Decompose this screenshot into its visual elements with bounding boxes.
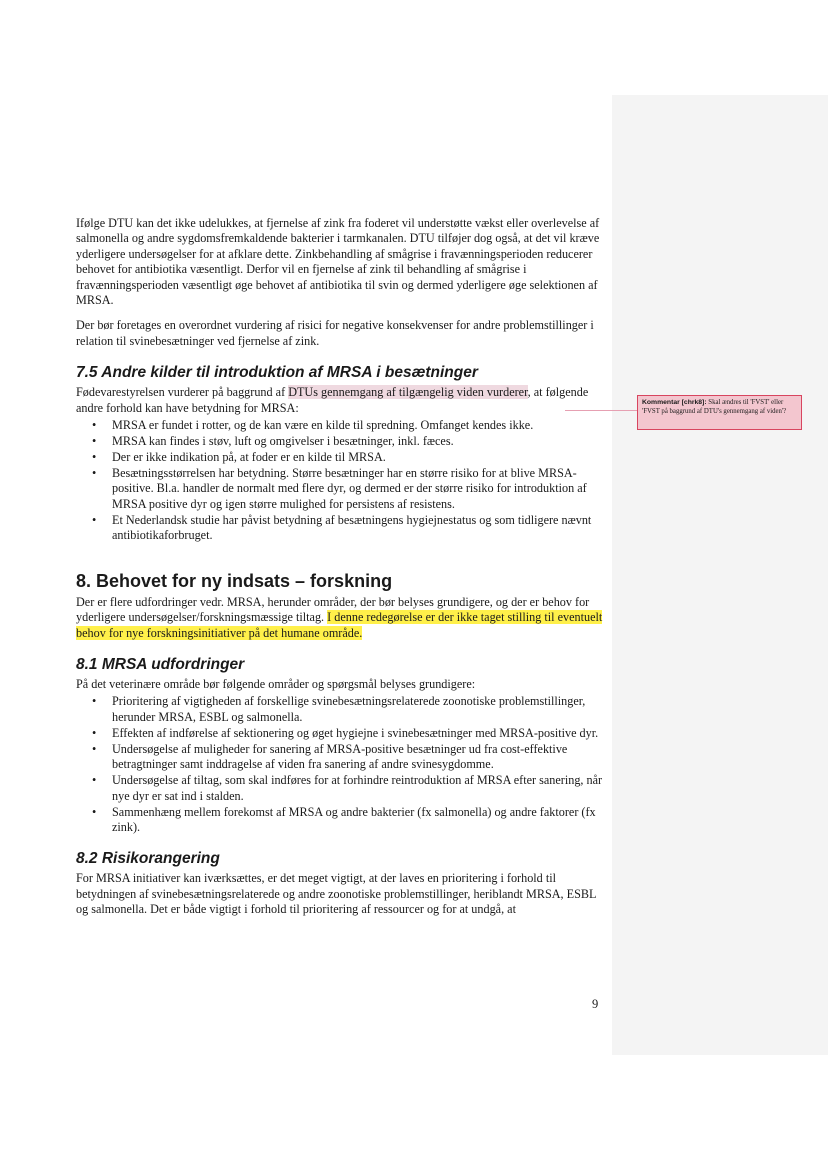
paragraph-8 <box>76 595 606 641</box>
comment-margin-pane <box>612 95 828 1055</box>
section-8-text: Der er flere udfordringer vedr. MRSA, herunder områder, der bør belyses grundigere, og der er behov for yderligere undersøgelser/forskningsmæssige tiltag. <box>76 594 590 625</box>
commented-text-highlight[interactable]: DTUs gennemgang af tilgængelig viden vurderer <box>288 385 528 400</box>
list-7-5 <box>76 418 606 544</box>
yellow-highlight-text: I denne redegørelse er der ikke taget stilling til eventuelt behov for nye forskningsinitiativer på det humane område. <box>76 610 603 640</box>
list-item: • MRSA er fundet i rotter, og de kan være en kilde til spredning. Omfanget kendes ikke. <box>112 418 606 433</box>
intro-text-before: Fødevarestyrelsen vurderer på baggrund af <box>76 385 289 400</box>
paragraph-8-1-intro: På det veterinære område bør følgende områder og spørgsmål belyses grundigere: <box>76 676 476 691</box>
list-item: • Der er ikke indikation på, at foder er en kilde til MRSA. <box>112 450 606 465</box>
list-item: • Besætningsstørrelsen har betydning. Større besætninger har en større risiko for at blive MRSA-positive. Bl.a. handler de normalt med flere dyr, og dermed er der større risiko for introduktion af MRSA positive dyr og igen større mulighed for persistens af resistens. <box>112 466 606 512</box>
list-item: • Sammenhæng mellem forekomst af MRSA og andre bakterier (fx salmonella) og andre faktorer (fx zink). <box>112 805 606 836</box>
page-number: 9 <box>592 997 599 1011</box>
heading-8-2: 8.2 Risikorangering <box>76 850 220 868</box>
list-item: • Undersøgelse af muligheder for sanering af MRSA-positive besætninger ud fra cost-effektive betragtninger samt inddragelse af viden fra sanering af andre svinesygdomme. <box>112 742 606 773</box>
heading-8-1: 8.1 MRSA udfordringer <box>76 655 245 673</box>
comment-balloon[interactable] <box>637 395 802 430</box>
list-item: • Et Nederlandsk studie har påvist betydning af besætningens hygiejnestatus og som tidligere nævnt antibiotikaforbruget. <box>112 513 606 544</box>
list-8-1 <box>76 694 606 835</box>
heading-8: 8. Behovet for ny indsats – forskning <box>76 570 393 591</box>
comment-connector-line <box>565 410 637 411</box>
paragraph-zink-1: Ifølge DTU kan det ikke udelukkes, at fjernelse af zink fra foderet vil understøtte vækst eller overlevelse af salmonella og andre sygdomsfremkaldende bakterier i tarmkanalen. DTU tilføjer dog også, at det vil kræve yderligere undersøgelser for at afklare dette. Zinkbehandling af smågrise i fravænningsperioden reducerer behovet for antibiotika væsentligt. Derfor vil en fjernelse af zink til behandling af smågrise i fravænningsperioden væsentligt øge behovet af antibiotika til svin og dermed yderligere øge selektionen af MRSA. <box>76 216 600 308</box>
comment-text: Skal ændres til 'FVST' eller 'FVST på baggrund af DTU's gennemgang af viden'? <box>642 399 787 415</box>
list-item: • Prioritering af vigtigheden af forskellige svinebesætningsrelaterede zoonotiske problemstillinger, herunder MRSA, ESBL og salmonella. <box>112 694 606 725</box>
intro-text-after: , at følgende andre forhold kan have betydning for MRSA: <box>76 385 589 415</box>
list-item: • MRSA kan findes i støv, luft og omgivelser i besætninger, inkl. fæces. <box>112 434 606 449</box>
list-item: • Undersøgelse af tiltag, som skal indføres for at forhindre reintroduktion af MRSA efter sanering, når nye dyr er sat ind i stalden. <box>112 773 606 804</box>
list-item: • Effekten af indførelse af sektionering og øget hygiejne i svinebesætninger med MRSA-positive dyr. <box>112 726 606 741</box>
paragraph-8-2: For MRSA initiativer kan iværksættes, er det meget vigtigt, at der laves en prioritering i forhold til betydningen af svinebesætningsrelaterede og andre zoonotiske problemstillinger, heriblandt MRSA, ESBL og salmonella. Det er både vigtigt i forhold til prioritering af ressourcer og for at undgå, at <box>76 871 596 917</box>
heading-7-5: 7.5 Andre kilder til introduktion af MRSA i besætninger <box>76 364 478 382</box>
paragraph-zink-2: Der bør foretages en overordnet vurdering af risici for negative konsekvenser for andre problemstillinger i relation til svinebesætninger ved fjernelse af zink. <box>76 318 594 348</box>
paragraph-7-5-intro <box>76 385 606 416</box>
comment-author: Kommentar [chrk8]: <box>642 399 707 406</box>
document-body <box>76 216 606 928</box>
